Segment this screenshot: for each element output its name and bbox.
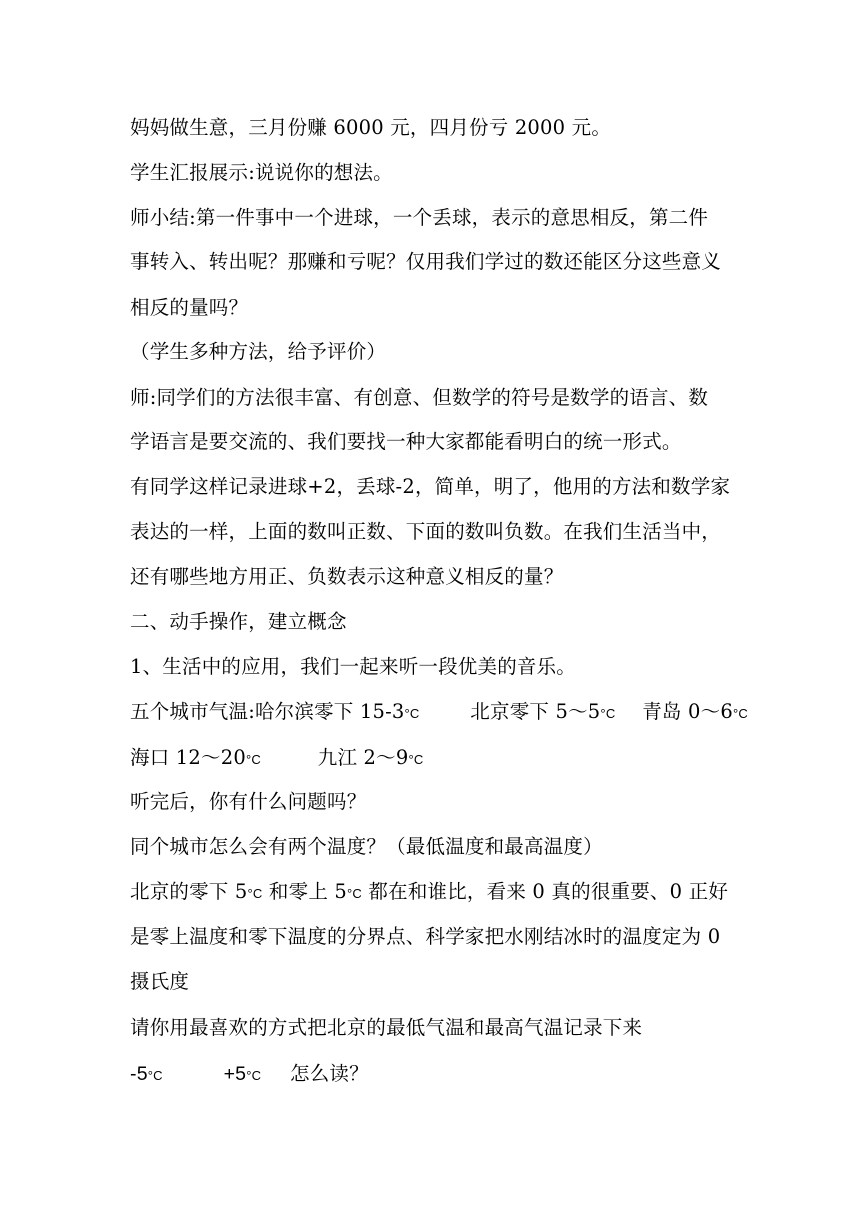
paragraph-line: 师小结:第一件事中一个进球，一个丢球，表示的意思相反，第二件 bbox=[130, 206, 709, 229]
paragraph-line: 请你用最喜欢的方式把北京的最低气温和最高气温记录下来 bbox=[130, 1016, 643, 1039]
paragraph-line: 相反的量吗？ bbox=[130, 296, 249, 319]
negative-temperature: -5 bbox=[130, 1063, 148, 1085]
paragraph-line: 师:同学们的方法很丰富、有创意、但数学的符号是数学的语言、数 bbox=[130, 386, 709, 409]
qingdao-temperature: 青岛 0～6 bbox=[642, 700, 733, 723]
celsius-unit: °C bbox=[147, 1068, 163, 1083]
positive-temperature: +5 bbox=[223, 1063, 247, 1085]
celsius-unit: °C bbox=[600, 706, 616, 721]
beijing-paragraph-line-3: 摄氏度 bbox=[130, 970, 190, 993]
paragraph-line: 听完后，你有什么问题吗？ bbox=[130, 790, 367, 813]
paragraph-line: 表达的一样，上面的数叫正数、下面的数叫负数。在我们生活当中， bbox=[130, 520, 722, 543]
celsius-unit: °C bbox=[408, 752, 424, 767]
jiujiang-temperature: 九江 2～9 bbox=[317, 746, 409, 769]
celsius-unit: °C bbox=[404, 706, 420, 721]
city-temperatures-line-1 bbox=[130, 702, 748, 722]
city-temperatures-line-2 bbox=[130, 748, 423, 768]
paragraph-line: 妈妈做生意，三月份赚 6000 元，四月份亏 2000 元。 bbox=[130, 116, 612, 139]
paragraph-line: （学生多种方法，给予评价） bbox=[130, 340, 387, 363]
paragraph-line: 事转入、转出呢？那赚和亏呢？仅用我们学过的数还能区分这些意义 bbox=[130, 250, 722, 273]
paragraph-line: 学生汇报展示:说说你的想法。 bbox=[130, 161, 393, 184]
harbin-temperature: 五个城市气温:哈尔滨零下 15-3 bbox=[130, 700, 405, 723]
celsius-unit: °C bbox=[246, 1068, 262, 1083]
celsius-unit: °C bbox=[347, 886, 363, 901]
celsius-unit: °C bbox=[245, 752, 261, 767]
paragraph-line: 还有哪些地方用正、负数表示这种意义相反的量？ bbox=[130, 565, 564, 588]
temperature-reading-line bbox=[130, 1064, 369, 1085]
beijing-paragraph-line-2: 是零上温度和零下温度的分界点、科学家把水刚结冰时的温度定为 0 bbox=[130, 925, 721, 948]
celsius-unit: °C bbox=[247, 886, 263, 901]
beijing-paragraph-line-1: 北京的零下 5°C 和零上 5°C 都在和谁比，看来 0 真的很重要、0 正好 bbox=[130, 880, 729, 903]
beijing-temperature: 北京零下 5～5 bbox=[470, 700, 601, 723]
celsius-unit: °C bbox=[732, 706, 748, 721]
section-heading: 二、动手操作，建立概念 bbox=[130, 610, 347, 633]
paragraph-line: 有同学这样记录进球+2，丢球-2，简单，明了，他用的方法和数学家 bbox=[130, 475, 731, 498]
paragraph-line: 学语言是要交流的、我们要找一种大家都能看明白的统一形式。 bbox=[130, 430, 682, 453]
paragraph-line: 1、生活中的应用，我们一起来听一段优美的音乐。 bbox=[130, 655, 577, 678]
haikou-temperature: 海口 12～20 bbox=[130, 746, 246, 769]
how-to-read-question: 怎么读？ bbox=[290, 1062, 369, 1085]
paragraph-line: 同个城市怎么会有两个温度？（最低温度和最高温度） bbox=[130, 835, 603, 858]
